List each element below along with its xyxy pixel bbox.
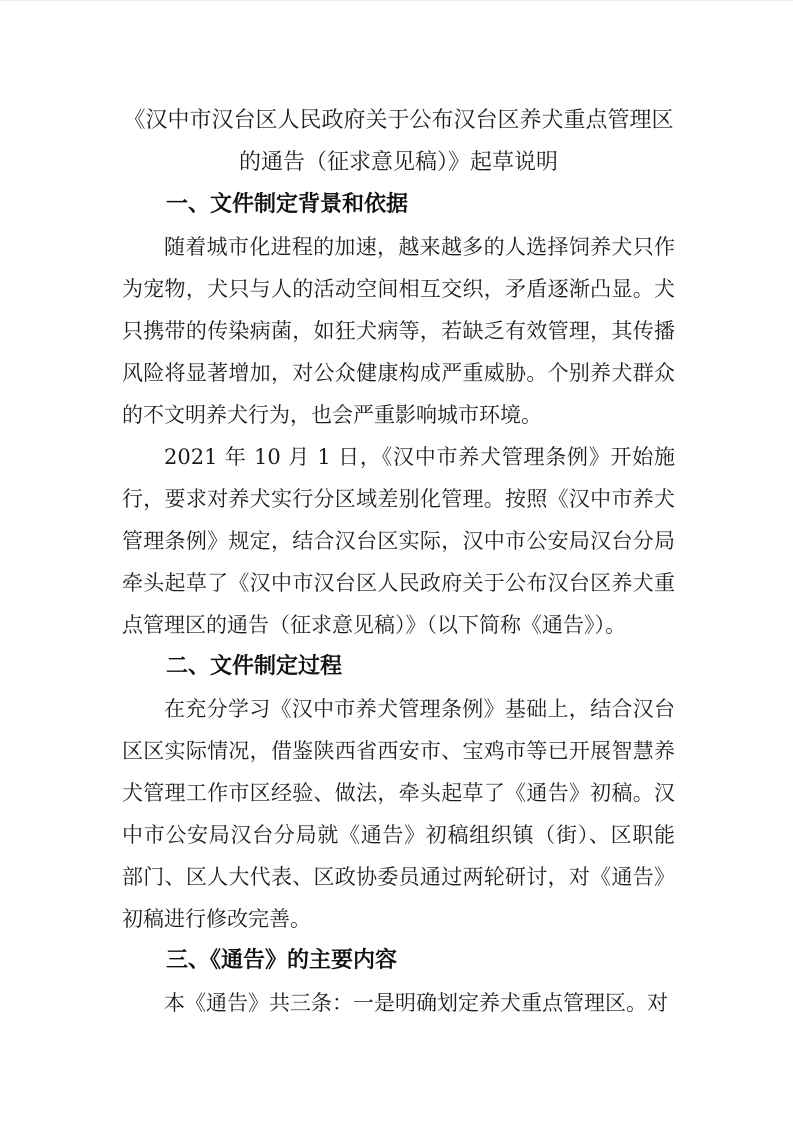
section-3-heading: 三、《通告》的主要内容 xyxy=(166,948,398,973)
section-1-paragraph-2: 2021 年 10 月 1 日，《汉中市养犬管理条例》开始施行，要求对养犬实行分区域差别化管理。按照《汉中市养犬管理条例》规定，结合汉台区实际，汉中市公安局汉台分局牵头起草了《汉中市汉台区人民政府关于公布汉台区养犬重点管理区的通告（征求意见稿）》（以下简称《通告》）。 xyxy=(122,445,675,637)
document-title-line-1: 《汉中市汉台区人民政府关于公布汉台区养犬重点管理区 xyxy=(123,108,674,133)
document-title xyxy=(122,100,675,184)
section-1-paragraph-1: 随着城市化进程的加速，越来越多的人选择饲养犬只作为宠物，犬只与人的活动空间相互交织，矛盾逐渐凸显。犬只携带的传染病菌，如狂犬病等，若缺乏有效管理，其传播风险将显著增加，对公众健康构成严重威胁。个别养犬群众的不文明养犬行为，也会严重影响城市环境。 xyxy=(122,235,675,427)
section-2-heading: 二、文件制定过程 xyxy=(166,654,343,679)
section-2-paragraph-1: 在充分学习《汉中市养犬管理条例》基础上，结合汉台区区实际情况，借鉴陕西省西安市、宝鸡市等已开展智慧养犬管理工作市区经验、做法，牵头起草了《通告》初稿。汉中市公安局汉台分局就《通告》初稿组织镇（街）、区职能部门、区人大代表、区政协委员通过两轮研讨，对《通告》初稿进行修改完善。 xyxy=(122,697,675,931)
document-title-line-2: 的通告（征求意见稿）》起草说明 xyxy=(238,150,558,175)
section-1-heading: 一、文件制定背景和依据 xyxy=(166,192,409,217)
document-content xyxy=(0,1,793,1024)
section-3-paragraph-1: 本《通告》共三条：一是明确划定养犬重点管理区。对 xyxy=(164,991,668,1015)
